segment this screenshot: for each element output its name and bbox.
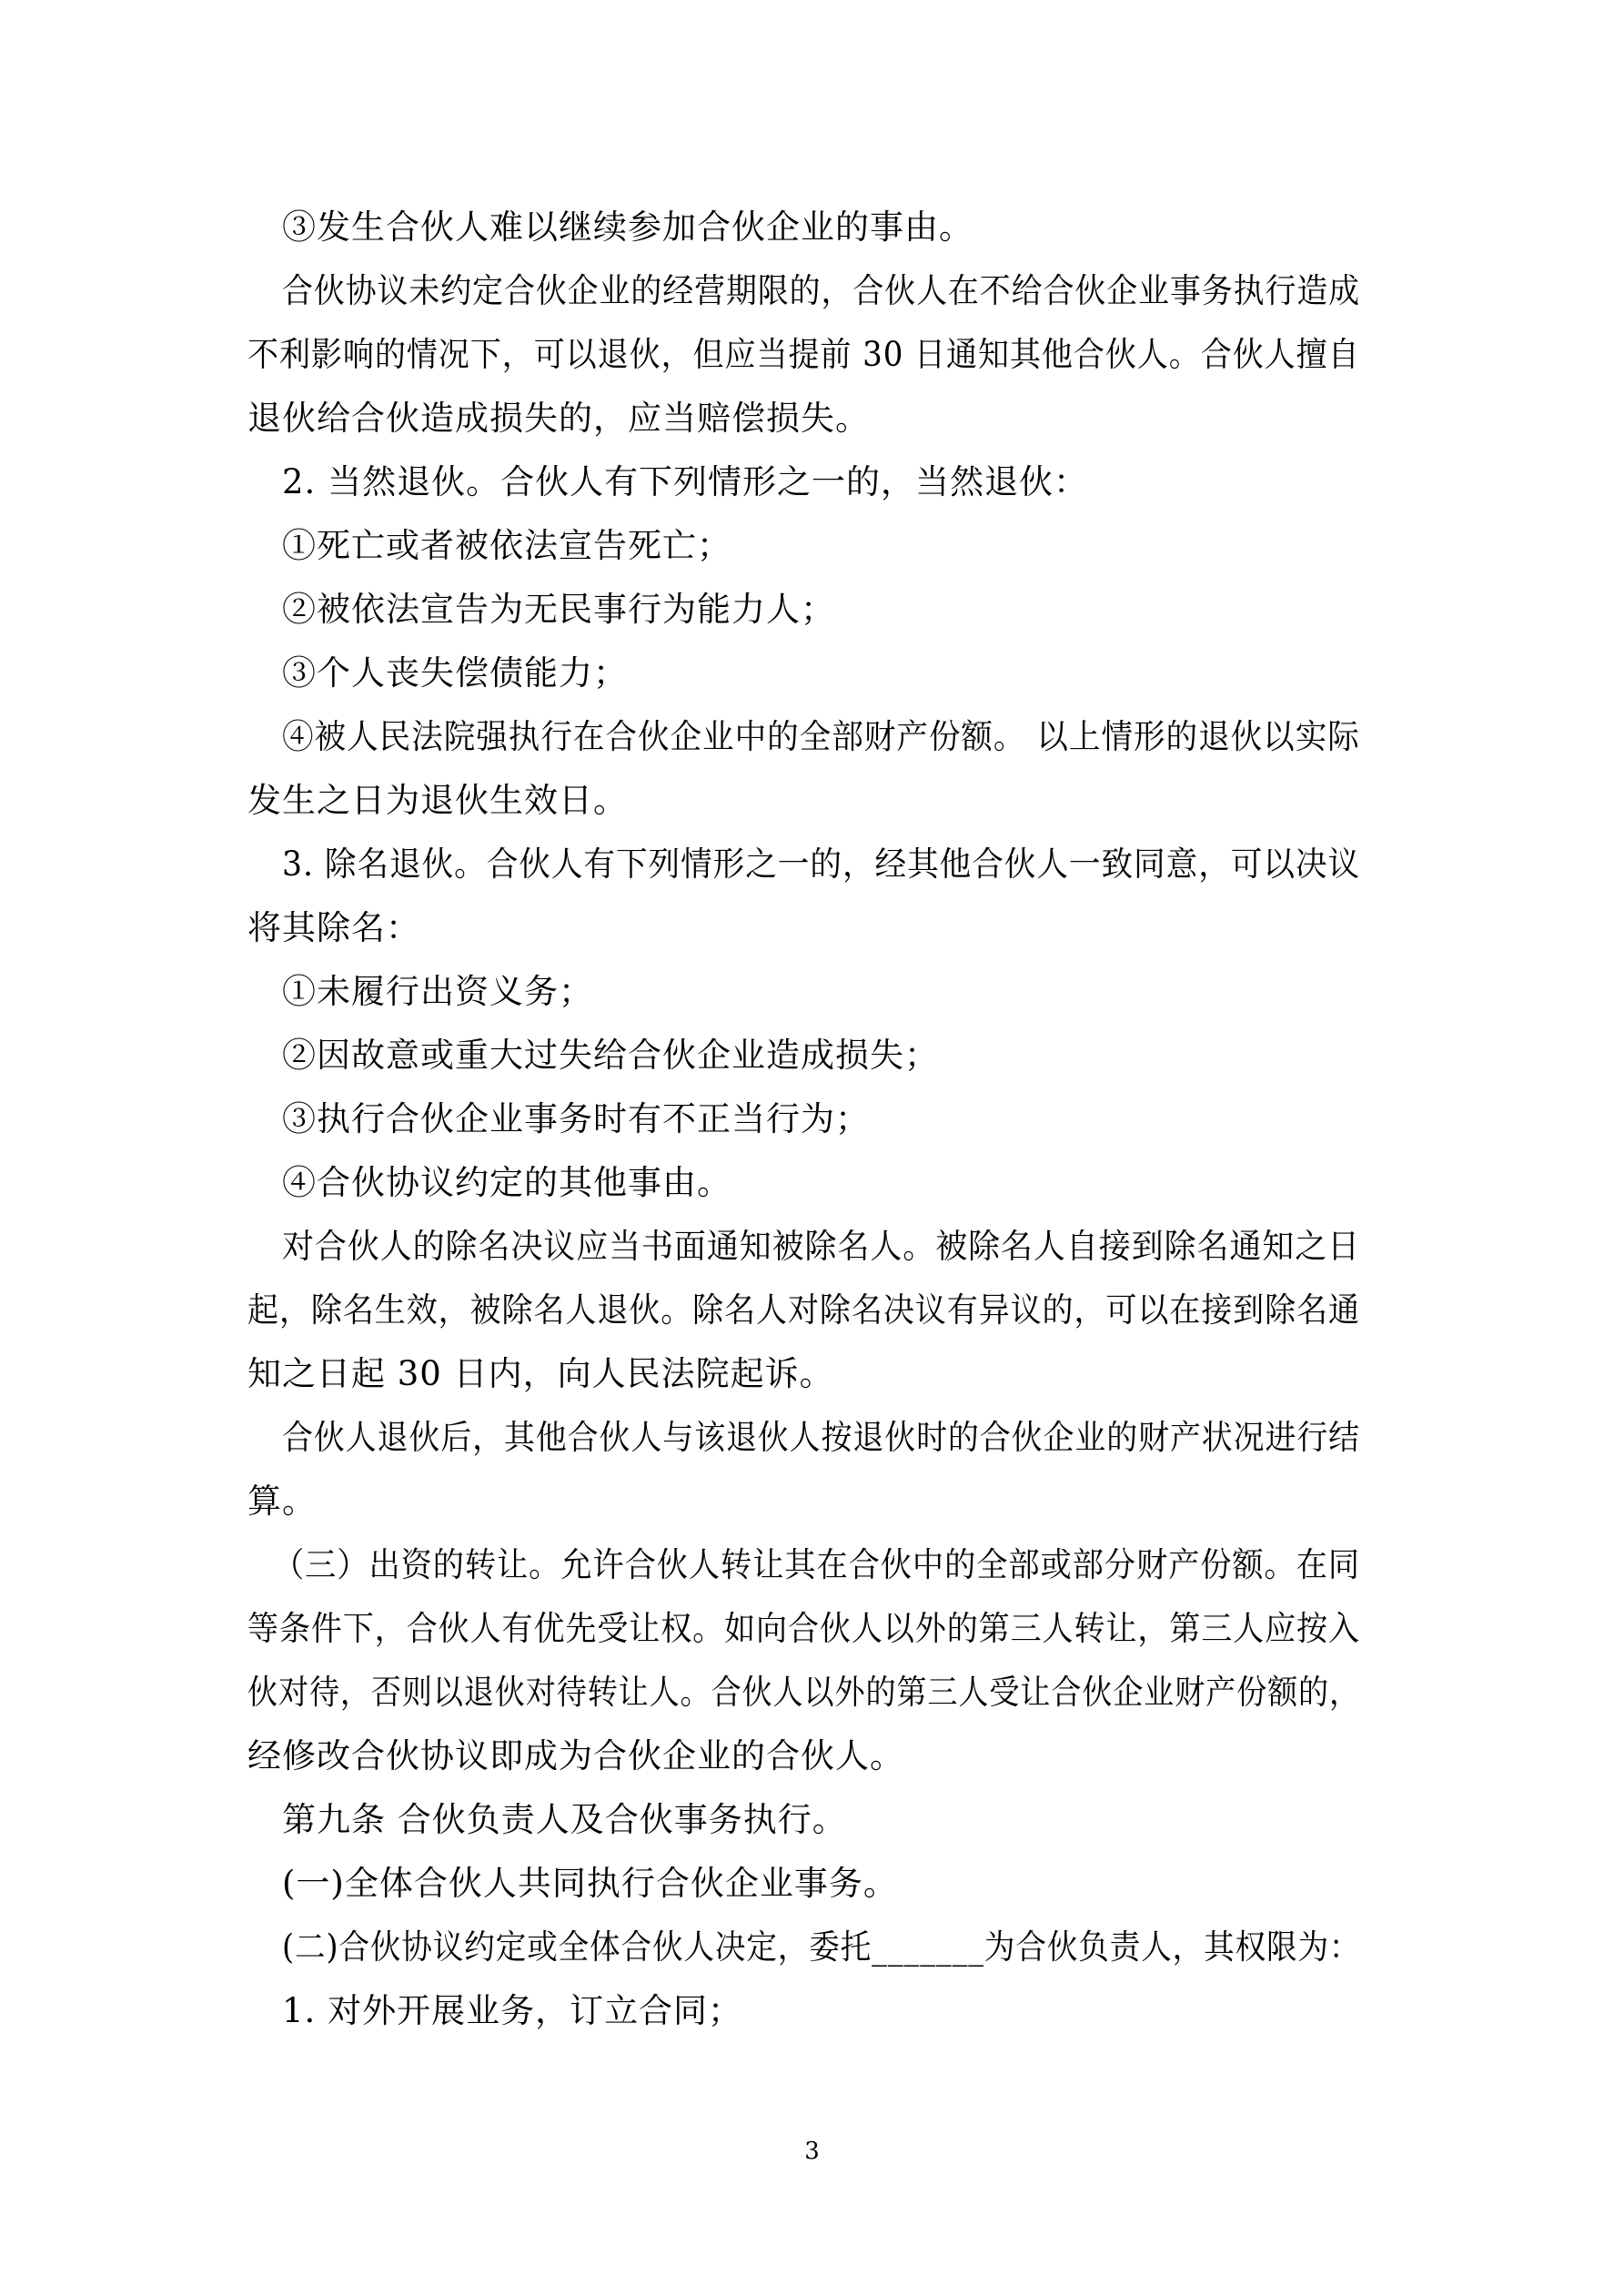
text-line: 算。 <box>247 1482 317 1521</box>
text-line: 将其除名： <box>247 908 420 947</box>
text-line: ①未履行出资义务； <box>282 972 593 1011</box>
text-line: 不利影响的情况下，可以退伙，但应当提前 30 日通知其他合伙人。合伙人擅自 <box>247 335 1360 374</box>
text-line: 等条件下，合伙人有优先受让权。如向合伙人以外的第三人转让，第三人应按入 <box>247 1609 1360 1648</box>
text-line: 第九条 合伙负责人及合伙事务执行。 <box>282 1800 847 1839</box>
text-line: 起，除名生效，被除名人退伙。除名人对除名决议有异议的，可以在接到除名通 <box>247 1290 1360 1330</box>
text-line: ④合伙协议约定的其他事由。 <box>282 1163 731 1202</box>
text-line: （三）出资的转让。允许合伙人转让其在合伙中的全部或部分财产份额。在同 <box>273 1545 1360 1584</box>
text-line: ②被依法宣告为无民事行为能力人； <box>282 590 835 629</box>
text-line: 2. 当然退伙。合伙人有下列情形之一的，当然退伙： <box>282 462 1089 501</box>
text-line: 合伙协议未约定合伙企业的经营期限的，合伙人在不给合伙企业事务执行造成 <box>282 271 1361 310</box>
text-line: 退伙给合伙造成损失的，应当赔偿损失。 <box>247 399 870 438</box>
text-line: 1. 对外开展业务，订立合同； <box>282 1991 743 2030</box>
text-line: 发生之日为退伙生效日。 <box>247 781 628 820</box>
text-line: 经修改合伙协议即成为合伙企业的合伙人。 <box>247 1736 904 1775</box>
text-line: 知之日起 30 日内，向人民法院起诉。 <box>247 1354 834 1393</box>
text-line: (二)合伙协议约定或全体合伙人决定，委托_______为合伙负责人，其权限为： <box>282 1927 1361 1967</box>
text-line: ③个人丧失偿债能力； <box>282 653 628 693</box>
text-line: (一)全体合伙人共同执行合伙企业事务。 <box>282 1864 898 1903</box>
text-line: ②因故意或重大过失给合伙企业造成损失； <box>282 1036 939 1075</box>
text-line: ③执行合伙企业事务时有不正当行为； <box>282 1099 870 1138</box>
text-line: ④被人民法院强执行在合伙企业中的全部财产份额。 以上情形的退伙以实际 <box>282 717 1360 756</box>
text-line: 合伙人退伙后，其他合伙人与该退伙人按退伙时的合伙企业的财产状况进行结 <box>282 1418 1361 1457</box>
text-line: 3. 除名退伙。合伙人有下列情形之一的，经其他合伙人一致同意，可以决议 <box>282 845 1361 884</box>
text-line: ③发生合伙人难以继续参加合伙企业的事由。 <box>282 207 973 247</box>
text-line: 对合伙人的除名决议应当书面通知被除名人。被除名人自接到除名通知之日 <box>282 1227 1361 1266</box>
text-line: 伙对待，否则以退伙对待转让人。合伙人以外的第三人受让合伙企业财产份额的， <box>247 1673 1360 1712</box>
text-line: ①死亡或者被依法宣告死亡； <box>282 526 731 565</box>
page-number: 3 <box>804 2138 820 2165</box>
